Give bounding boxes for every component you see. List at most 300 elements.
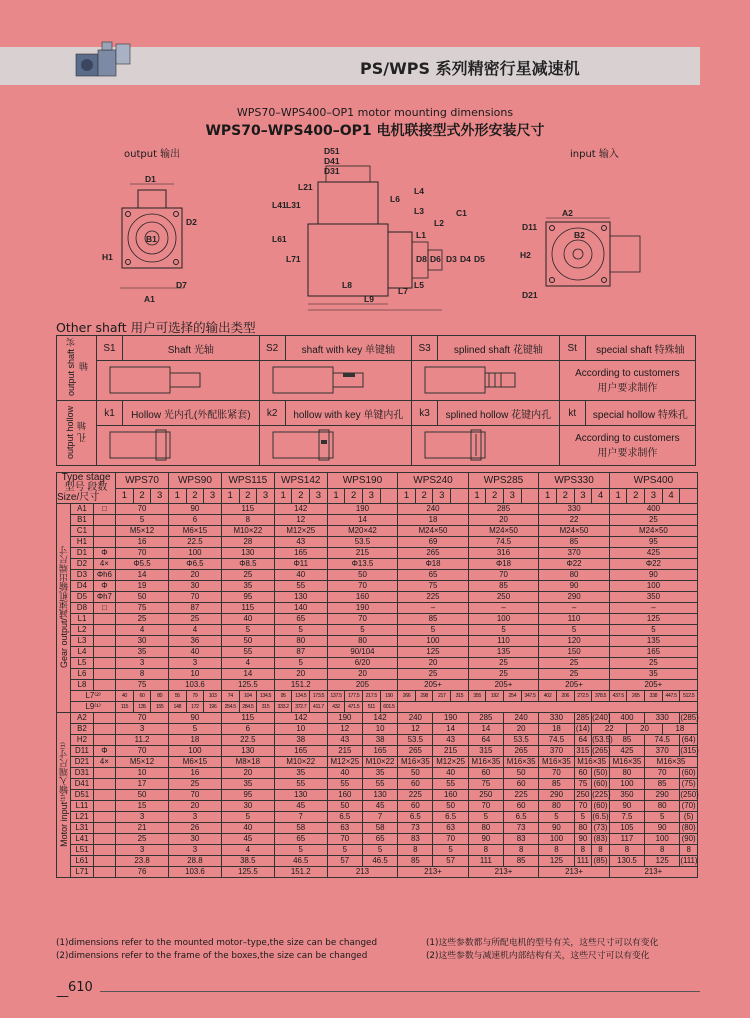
dimension-name: L11: [71, 801, 93, 812]
dimension-symbol: [93, 823, 115, 834]
value-cell: 190: [327, 504, 398, 515]
hollow-k3-image: [412, 426, 560, 466]
value-cell: 69: [398, 537, 469, 548]
value-cell: 40: [116, 691, 134, 702]
hollow-code: k3: [412, 401, 438, 426]
page-number: 610: [68, 980, 93, 995]
stage-cell: 1: [468, 489, 486, 504]
dim-L7: L7: [398, 286, 408, 296]
value-cell: Φ6.5: [168, 559, 221, 570]
value-cell: 20: [627, 724, 662, 735]
value-cell: 75: [398, 581, 469, 592]
value-cell: 103.6: [168, 680, 221, 691]
value-cell: 40: [221, 614, 274, 625]
value-cell: M5×12: [116, 757, 169, 768]
value-cell: 213+: [398, 867, 469, 878]
value-cell: 15: [116, 801, 169, 812]
value-cell: 55: [362, 779, 397, 790]
dim-D4: D4: [460, 254, 471, 264]
table-row: [57, 526, 698, 537]
value-cell: 206: [556, 691, 574, 702]
value-cell: 137.5: [327, 691, 345, 702]
table-row: [57, 735, 698, 746]
value-cell: 100: [609, 779, 644, 790]
value-cell: 25: [168, 614, 221, 625]
value-cell: 5: [645, 812, 680, 823]
value-cell: 28: [221, 537, 274, 548]
value-cell: 65: [362, 834, 397, 845]
value-cell: 50: [221, 636, 274, 647]
stage-cell: 4: [662, 489, 680, 504]
value-cell: 35: [221, 779, 274, 790]
value-cell: 28.8: [168, 856, 221, 867]
value-cell: 70: [468, 570, 539, 581]
dimension-name: D41: [71, 779, 93, 790]
shaft-s1-image: [97, 361, 260, 401]
dimension-name: L31: [71, 823, 93, 834]
value-cell: 190: [327, 603, 398, 614]
value-cell: 85: [398, 614, 469, 625]
value-cell: 265: [398, 746, 433, 757]
value-cell: 265: [627, 691, 645, 702]
stage-cell: 3: [362, 489, 380, 504]
value-cell: 85: [645, 779, 680, 790]
value-cell: 135: [468, 647, 539, 658]
hollow-code: k1: [97, 401, 123, 426]
dimension-symbol: [93, 779, 115, 790]
shaft-label-row: [57, 336, 696, 361]
value-cell: 70: [327, 614, 398, 625]
dimension-symbol: [93, 790, 115, 801]
value-cell: 4: [116, 625, 169, 636]
dim-A1: A1: [144, 294, 155, 304]
dimension-symbol: 4×: [93, 559, 115, 570]
table-row: [57, 515, 698, 526]
value-cell: 60: [574, 768, 592, 779]
note-en-1: (1)dimensions refer to the mounted motor–type,the size can be changed: [56, 938, 378, 948]
value-cell: 105: [609, 823, 644, 834]
value-cell: 217.5: [362, 691, 380, 702]
table-row: [57, 757, 698, 768]
value-cell: 150: [539, 647, 610, 658]
value-cell: 111: [574, 856, 592, 867]
value-cell: 45: [274, 801, 327, 812]
value-cell: M12×25: [433, 757, 468, 768]
value-cell: 285: [468, 504, 539, 515]
dim-D21: D21: [522, 290, 538, 300]
value-cell: 64: [468, 735, 503, 746]
footer-rule: [100, 991, 700, 992]
value-cell: 5: [221, 812, 274, 823]
value-cell: 315: [574, 746, 592, 757]
dim-D5: D5: [474, 254, 485, 264]
value-cell: 95: [274, 691, 292, 702]
table-row: [57, 779, 698, 790]
value-cell: 213: [327, 867, 398, 878]
value-cell: (53.5): [592, 735, 613, 744]
custom-shaft-note: According to customers 用户要求制作: [559, 361, 695, 401]
output-shaft-side-label: output shaft 实 轴: [57, 336, 97, 401]
value-cell: 70: [327, 834, 362, 845]
value-cell: –: [539, 603, 610, 614]
value-cell: 7.5: [609, 812, 644, 823]
value-cell: 3: [168, 658, 221, 669]
value-cell: 14: [116, 570, 169, 581]
value-cell: 20: [274, 669, 327, 680]
value-cell: 338: [645, 691, 663, 702]
dim-B2: B2: [574, 230, 585, 240]
value-cell: 50: [433, 801, 468, 812]
value-cell: 45: [362, 801, 397, 812]
value-cell: 4: [221, 845, 274, 856]
stage-cell: 2: [292, 489, 310, 504]
value-cell: 100: [168, 746, 221, 757]
value-cell: 130: [221, 746, 274, 757]
dim-H1: H1: [102, 252, 113, 262]
dimension-symbol: [93, 614, 115, 625]
value-cell: 165: [274, 746, 327, 757]
value-cell: 511: [362, 702, 380, 713]
value-cell: 70: [574, 801, 592, 812]
shaft-name: special shaft 特殊轴: [585, 336, 695, 361]
value-cell: 347.5: [521, 691, 539, 702]
value-cell: 6.5: [398, 812, 433, 823]
table-row: [57, 603, 698, 614]
value-cell: 411.7: [310, 702, 328, 713]
value-cell: 3: [116, 724, 169, 735]
value-cell: 100: [539, 834, 574, 845]
value-cell: 160: [327, 592, 398, 603]
value-cell: (70): [681, 801, 696, 810]
stage-cell: 1: [274, 489, 292, 504]
value-cell: 205+: [468, 680, 539, 691]
value-cell: (83): [593, 834, 608, 843]
value-cell: 70: [116, 504, 169, 515]
value-cell: 120: [539, 636, 610, 647]
value-cell: 125: [645, 856, 680, 867]
value-cell: 125.5: [221, 867, 274, 878]
dim-D7: D7: [176, 280, 187, 290]
hollow-image-row: [57, 426, 696, 466]
value-cell: 3: [116, 658, 169, 669]
value-cell: 11.2: [116, 735, 169, 746]
stage-cell: 1: [221, 489, 239, 504]
value-cell: 60: [398, 779, 433, 790]
value-cell: 21: [116, 823, 169, 834]
value-cell: (90): [681, 834, 696, 843]
dimension-name: D11: [71, 746, 93, 757]
stage-cell: 3: [151, 489, 169, 504]
value-cell: 125.5: [221, 680, 274, 691]
value-cell: (85): [593, 856, 608, 865]
dimension-symbol: Φh6: [93, 570, 115, 581]
value-cell: 87: [274, 647, 327, 658]
value-cell: 53.5: [398, 735, 433, 746]
value-cell: Φ11: [274, 559, 327, 570]
dimension-symbol: [93, 658, 115, 669]
value-cell: 26: [168, 823, 221, 834]
dimension-symbol: [93, 680, 115, 691]
value-cell: 5: [574, 812, 592, 823]
value-cell: 50: [116, 790, 169, 801]
value-cell: 213+: [609, 867, 697, 878]
stage-cell: 3: [310, 489, 328, 504]
value-cell: 402: [539, 691, 557, 702]
dim-D1: D1: [145, 174, 156, 184]
value-cell: 5: [327, 845, 362, 856]
table-row: [57, 812, 698, 823]
stage-cell: 3: [433, 489, 451, 504]
value-cell: 43: [274, 537, 327, 548]
value-cell: M6×15: [168, 757, 221, 768]
value-cell: 75: [468, 779, 503, 790]
value-cell: 58: [362, 823, 397, 834]
value-cell: M10×22: [274, 757, 327, 768]
dimension-symbol: [93, 724, 115, 735]
page-number-dash: —: [56, 989, 69, 1004]
value-cell: 8: [398, 845, 433, 856]
size-dimensions-table: [56, 472, 698, 878]
value-cell: 100: [398, 636, 469, 647]
value-cell: 30: [116, 636, 169, 647]
value-cell: 151.2: [274, 867, 327, 878]
value-cell: 284.5: [239, 702, 257, 713]
value-cell: (5): [680, 812, 698, 823]
value-cell: 35: [274, 768, 327, 779]
value-cell: 18: [539, 724, 574, 735]
value-cell: 20: [221, 768, 274, 779]
value-cell: 20: [398, 658, 469, 669]
value-cell: M16×35: [645, 757, 698, 768]
value-cell: 5: [539, 812, 574, 823]
value-cell: 6.5: [433, 812, 468, 823]
shaft-code: St: [559, 336, 585, 361]
value-cell: 151.2: [274, 680, 327, 691]
output-hollow-side-label: output hollow 孔 轴: [57, 401, 97, 466]
value-cell: 190: [380, 691, 398, 702]
dimension-name: D51: [71, 790, 93, 801]
value-cell: M16×35: [504, 757, 539, 768]
value-cell: 134.5: [292, 691, 310, 702]
value-cell: 74.5: [539, 735, 574, 746]
value-cell: 298: [415, 691, 433, 702]
value-cell: 471.5: [345, 702, 363, 713]
dimension-symbol: Φ: [93, 581, 115, 592]
shaft-code: S3: [412, 336, 438, 361]
value-cell: 290: [645, 790, 680, 801]
value-cell: 38: [362, 735, 397, 746]
stage-cell: 2: [415, 489, 433, 504]
value-cell: 85: [504, 856, 539, 867]
table-row: [57, 845, 698, 856]
value-cell: 4: [221, 658, 274, 669]
dimension-symbol: □: [93, 603, 115, 614]
input-view-label: input 输入: [570, 149, 619, 160]
value-cell: M16×35: [574, 757, 609, 768]
value-cell: 6.5: [327, 812, 362, 823]
value-cell: 40: [168, 647, 221, 658]
model-header: WPS90: [168, 473, 221, 489]
shaft-name: splined shaft 花键轴: [438, 336, 560, 361]
value-cell: 90: [609, 570, 697, 581]
value-cell: 8: [574, 845, 592, 856]
table-row: [57, 647, 698, 658]
value-cell: 80: [468, 823, 503, 834]
value-cell: 80: [327, 636, 398, 647]
value-cell: 372.7: [292, 702, 310, 713]
stage-cell: 3: [645, 489, 663, 504]
stage-cell: 4: [592, 489, 610, 504]
value-cell: 12: [398, 724, 433, 735]
value-cell: 73: [398, 823, 433, 834]
motor-input-group-label: Motor input⁽¹⁾输入端尺寸⁽¹⁾: [57, 713, 71, 878]
value-cell: (60): [593, 779, 608, 788]
table-row: [57, 548, 698, 559]
dimension-name: B1: [71, 515, 93, 526]
hollow-name: Hollow 光内孔(外配胀紧套): [123, 401, 260, 426]
table-row: [57, 691, 698, 702]
value-cell: 22: [539, 515, 610, 526]
stage-header-row: [57, 489, 698, 504]
value-cell: 38: [274, 735, 327, 746]
value-cell: 43: [327, 735, 362, 746]
value-cell: 16: [168, 768, 221, 779]
dim-L4: L4: [414, 186, 424, 196]
value-cell: 250: [468, 592, 539, 603]
value-cell: 155: [151, 702, 169, 713]
value-cell: 90: [574, 834, 592, 845]
value-cell: 90: [539, 581, 610, 592]
value-cell: 285: [468, 713, 503, 724]
shaft-code: S2: [259, 336, 285, 361]
table-row: [57, 823, 698, 834]
value-cell: (73): [593, 823, 608, 832]
value-cell: 100: [609, 581, 697, 592]
value-cell: Φ18: [468, 559, 539, 570]
value-cell: 130: [221, 548, 274, 559]
dimension-name: B2: [71, 724, 93, 735]
value-cell: (285): [680, 713, 699, 722]
value-cell: 40: [433, 768, 468, 779]
empty-cell: [398, 702, 698, 713]
value-cell: 50: [327, 570, 398, 581]
value-cell: M24×50: [539, 526, 610, 537]
value-cell: 115: [221, 603, 274, 614]
value-cell: 272.5: [574, 691, 592, 702]
value-cell: 6: [221, 724, 274, 735]
dim-L8: L8: [342, 280, 352, 290]
value-cell: 115: [221, 504, 274, 515]
value-cell: 140: [274, 603, 327, 614]
value-cell: 55: [274, 581, 327, 592]
table-row: [57, 746, 698, 757]
dimension-symbol: [93, 801, 115, 812]
model-header-row: [57, 473, 698, 489]
value-cell: 50: [504, 768, 539, 779]
value-cell: 6.5: [504, 812, 539, 823]
value-cell: 225: [504, 790, 539, 801]
value-cell: (111): [680, 856, 698, 865]
value-cell: 95: [221, 790, 274, 801]
dimension-symbol: [93, 625, 115, 636]
dimension-name: L21: [71, 812, 93, 823]
value-cell: 45: [221, 834, 274, 845]
stage-cell: [521, 489, 539, 504]
value-cell: 40: [221, 823, 274, 834]
value-cell: M8×18: [221, 757, 274, 768]
value-cell: 46.5: [362, 856, 397, 867]
value-cell: 103: [204, 691, 222, 702]
value-cell: 80: [645, 801, 680, 812]
value-cell: 5: [116, 515, 169, 526]
value-cell: 90: [468, 834, 503, 845]
value-cell: 20: [468, 515, 539, 526]
value-cell: 83: [504, 834, 539, 845]
value-cell: 55: [327, 779, 362, 790]
table-row: [57, 856, 698, 867]
model-header: WPS190: [327, 473, 398, 489]
value-cell: 8: [680, 845, 698, 856]
value-cell: 196: [204, 702, 222, 713]
dimension-symbol: [93, 526, 115, 537]
value-cell: 60: [504, 779, 539, 790]
value-cell: 10: [362, 724, 397, 735]
value-cell: 100: [645, 834, 680, 845]
dim-L9: L9: [364, 294, 374, 304]
dimension-name: L8: [71, 680, 93, 691]
value-cell: 213+: [539, 867, 610, 878]
value-cell: 80: [539, 801, 574, 812]
value-cell: 43: [433, 735, 468, 746]
gear-output-group-label: Gear output/减速机输出端尺寸: [57, 504, 71, 713]
dim-L61: L61: [272, 234, 287, 244]
value-cell: 5: [274, 658, 327, 669]
value-cell: 165: [362, 746, 397, 757]
value-cell: 85: [398, 856, 433, 867]
value-cell: 425: [609, 548, 697, 559]
value-cell: 64: [574, 735, 592, 746]
value-cell: 3: [116, 812, 169, 823]
dim-B1: B1: [146, 234, 157, 244]
dim-H2: H2: [520, 250, 531, 260]
shaft-name: Shaft 光轴: [123, 336, 260, 361]
value-cell: 80: [539, 570, 610, 581]
value-cell: 5: [274, 625, 327, 636]
value-cell: 35: [609, 669, 697, 680]
value-cell: 378.5: [592, 691, 610, 702]
stage-cell: [680, 489, 698, 504]
dim-L1: L1: [416, 230, 426, 240]
value-cell: 90/104: [327, 647, 398, 658]
table-row: [57, 559, 698, 570]
value-cell: 5: [398, 625, 469, 636]
value-cell: 8: [539, 845, 574, 856]
hollow-name: splined hollow 花键内孔: [438, 401, 560, 426]
hollow-code: k2: [259, 401, 285, 426]
value-cell: 400: [609, 713, 644, 724]
value-cell: 601.5: [380, 702, 398, 713]
stage-cell: [451, 489, 469, 504]
dimension-symbol: [93, 735, 115, 746]
dim-D41: D41: [324, 156, 340, 166]
value-cell: Φ8.5: [221, 559, 274, 570]
value-cell: 18: [662, 724, 697, 735]
value-cell: 70: [327, 581, 398, 592]
stage-cell: 2: [239, 489, 257, 504]
hollow-k2-image: [259, 426, 411, 466]
dimension-name: D5: [71, 592, 93, 603]
value-cell: 10: [116, 768, 169, 779]
